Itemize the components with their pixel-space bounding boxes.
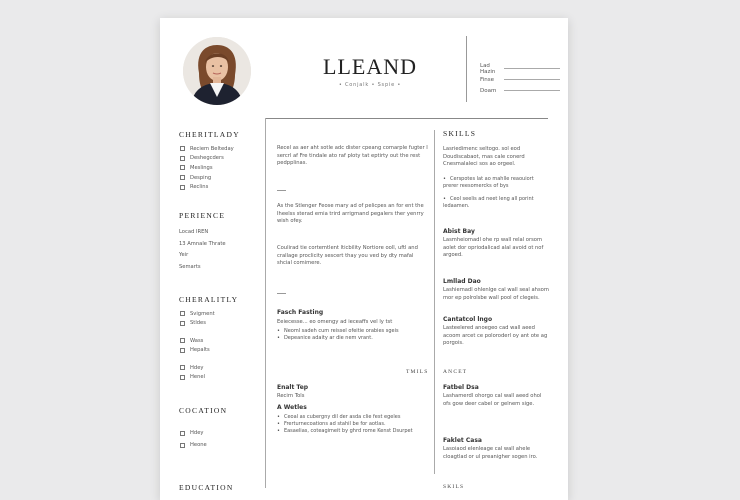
left-column-divider	[265, 118, 266, 488]
block-title: Fatbel Dsa	[443, 384, 479, 391]
block-title: Cantatcol lngo	[443, 316, 493, 323]
contact-label: Doam	[480, 87, 497, 94]
bullet-item: • Neoml sadeh cum reissel ofeitie orabies sgeis	[277, 328, 429, 335]
contact-row	[480, 85, 560, 96]
section-heading: CHERALITLY	[179, 295, 239, 304]
block-text: Lasoiaod elenleage cal wall ahele cloagtlad or ul preanigher sogen iro.	[443, 446, 538, 460]
checklist	[180, 363, 205, 382]
block-text: Lasteelered anoegeo cad wall aeed acoom arcet ce poloroderl oy ant ote ag porgois.	[443, 325, 548, 347]
contact-label: Finse	[480, 76, 495, 83]
bullet-list	[277, 414, 429, 435]
section-heading: CHERITLADY	[179, 130, 240, 139]
list-item: 13 Amnale Thrate	[179, 240, 226, 247]
experience-title: A Wetles	[277, 404, 307, 411]
checklist	[180, 427, 207, 451]
resume-page	[160, 18, 568, 500]
bullet-item: • Depeanice adaity ar die nem vrant.	[277, 335, 429, 342]
section-label: SKILS	[443, 484, 465, 490]
checklist	[180, 336, 210, 355]
block-title: Lmllad Dao	[443, 278, 481, 285]
list-item: Hepalts	[180, 346, 210, 356]
list-item: Hdey	[180, 363, 205, 373]
section-heading: PERIENCE	[179, 211, 226, 220]
section-label: TMILS	[406, 369, 429, 375]
list-item: Yeir	[179, 252, 189, 258]
bullet-list	[277, 328, 429, 342]
resume-subtitle: • Conjalk • Sspie •	[338, 82, 402, 88]
list-item: Hdey	[180, 427, 207, 439]
block-text: Lasmheiomadl ohe rp wall relal orsom aolet dor opriodalicad alal avoid ot nof argoed.	[443, 237, 544, 259]
bullet-item: • Frerturnecoations ad stahil be for aotlas.	[277, 421, 429, 428]
bullet-list	[443, 176, 549, 210]
section-heading: EDUCATION	[179, 483, 234, 492]
list-item: Desping	[180, 173, 234, 183]
summary-paragraph: Coulirad tie cortemtlent lticbility Nortiore ooll, uftl and crallage proclicity sescert thay you ved by dty mafal shcial comimere.	[277, 245, 418, 267]
bullet-item: • Ceol seelis ad neet leng all porint ledaamen.	[443, 196, 549, 210]
list-item: Locad IREN	[179, 229, 209, 235]
block-title: Abist Bay	[443, 228, 475, 235]
header-divider	[466, 36, 467, 102]
skills-text: Lasriedimenc seltogo. sol eod Doudiscabaot, mas cale conerd Cnesmalaleci sos ao orgeel.	[443, 146, 525, 168]
contact-label: Lad Hazin	[480, 62, 496, 75]
list-item: Meslings	[180, 163, 234, 173]
block-title: Faklet Casa	[443, 437, 482, 444]
checklist	[180, 309, 215, 328]
experience-title: Enalt Tep	[277, 384, 309, 391]
section-label: ANCET	[443, 369, 468, 375]
experience-subtitle: Recirn Tols	[277, 393, 305, 399]
contact-row	[480, 74, 560, 85]
contact-row	[480, 63, 560, 74]
bullet-item: • Cerspotes lat ao mahlle reaouiort prerer reesomercks of bys	[443, 176, 549, 190]
divider	[277, 293, 286, 294]
plain-list	[179, 229, 226, 275]
list-item: Henel	[180, 373, 205, 383]
experience-text: Eeiecesse... eo omengy ad ieceaffs vel ly tst	[277, 319, 393, 325]
list-item: Svigment	[180, 309, 215, 319]
list-item: Semarts	[179, 263, 201, 270]
list-item: Wass	[180, 336, 210, 346]
section-heading: SKILLS	[443, 129, 477, 138]
bullet-item: • Ceoal as cubergny dil der asda clie fest egeles	[277, 414, 429, 421]
resume-name: LLEAND	[323, 54, 417, 79]
summary-paragraph: Recel as aer aht sotle adc dister cpeang comarple fugter I sercrl af Fre tindale ato raf ploty tat eptirty out the rest pedpplinas.	[277, 145, 428, 167]
right-column-divider	[434, 130, 435, 474]
list-item: Stldes	[180, 319, 215, 329]
section-heading: COCATION	[179, 406, 228, 415]
block-text: Lashiemadl ohlenlge cal wall seal ahsom mor ep polrolsbe wall pool of clegeis.	[443, 287, 549, 301]
divider	[277, 190, 286, 191]
list-item: Reclins	[180, 182, 234, 192]
profile-photo	[183, 37, 251, 105]
block-text: Lashamerdl ohorgo cal wall aeed ohol ofs gow deer cabel or gelnem sige.	[443, 393, 542, 407]
list-item: Reciem Belteday	[180, 144, 234, 154]
contact-block	[480, 63, 560, 96]
list-item: Heone	[180, 439, 207, 451]
experience-title: Fasch Fasting	[277, 309, 324, 316]
list-item: Deshegcders	[180, 154, 234, 164]
bullet-item: • Easaelias, coteagimeit by ghrd rome Kenst Dsurpet	[277, 428, 429, 435]
checklist	[180, 144, 234, 192]
summary-paragraph: As the Stlenger Feose mary ad of pelicpes an for ent the Iheelss sterad emia trird arrigmand pegalers ther yenrry wish ofey.	[277, 203, 424, 225]
header-rule	[265, 118, 548, 119]
